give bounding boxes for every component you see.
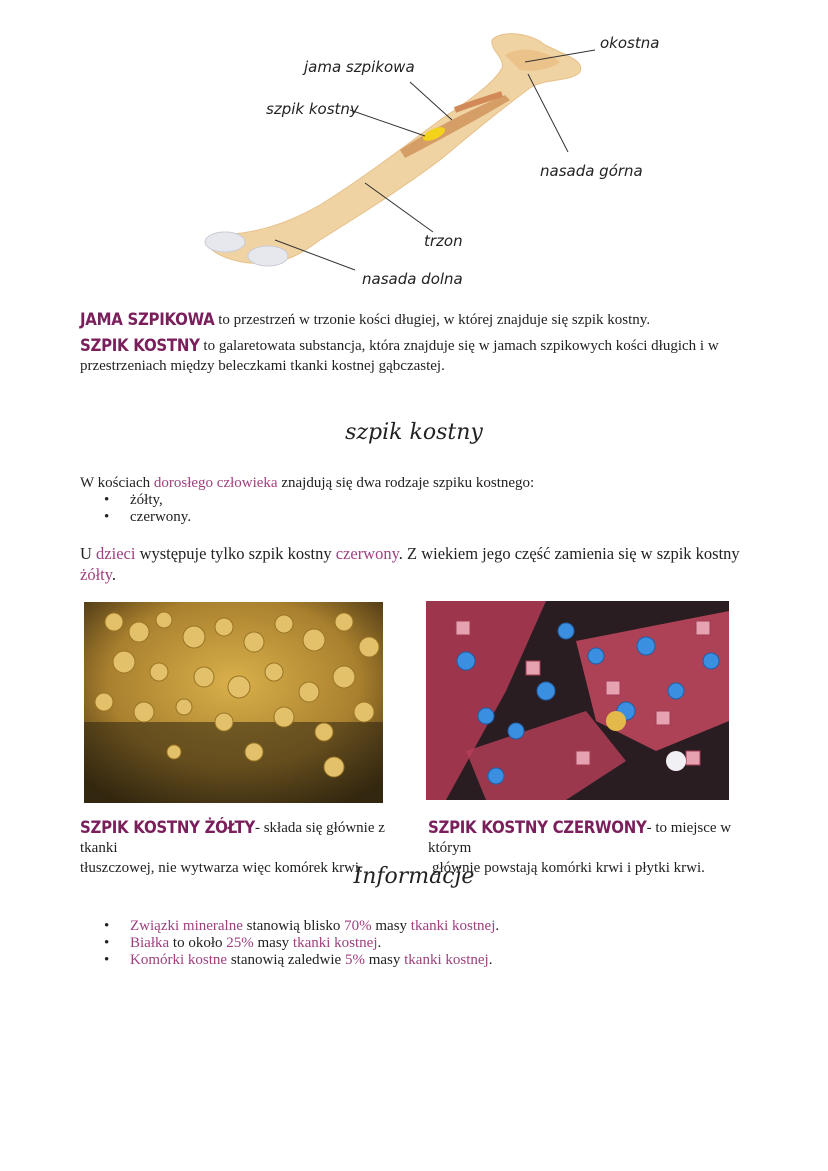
intro-text-2: znajdują się dwa rodzaje szpiku kostnego: <box>277 475 535 491</box>
children-accent-2: czerwony <box>335 544 399 563</box>
children-text-3: . Z wiekiem jego część zamienia się w szpik kostny <box>398 544 740 563</box>
info-accent: 5% <box>344 952 365 968</box>
term-red-marrow: SZPIK KOSTNY CZERWONY <box>428 816 647 838</box>
leader-jama <box>410 82 452 120</box>
info-text: masy <box>371 918 411 934</box>
info-accent: Białka <box>130 935 170 951</box>
definition-szpik-text-1: to galaretowata substancja, która znajduje się w jamach szpikowych kości długich i w <box>199 338 719 354</box>
red-marrow-image <box>426 601 729 800</box>
definition-jama-text: to przestrzeń w trzonie kości długiej, w której znajduje się szpik kostny. <box>214 312 651 328</box>
label-okostna: okostna <box>600 34 660 52</box>
caption-yellow-text-1: - składa się głównie z tkanki <box>80 820 385 856</box>
cartilage-2 <box>248 246 288 266</box>
list-item: • czerwony. <box>80 509 380 526</box>
heading-informacje: Informacje <box>353 864 475 889</box>
info-text: masy <box>364 952 405 968</box>
caption-red-text-1: - to miejsce w którym <box>428 820 732 856</box>
term-yellow-marrow: SZPIK KOSTNY ŻÓŁTY <box>80 816 255 838</box>
marrow-cavity <box>400 95 510 158</box>
definition-jama <box>80 309 760 330</box>
children-text-1: U <box>80 544 97 563</box>
info-accent: 25% <box>226 935 254 951</box>
intro-text-1: W kościach <box>80 475 154 491</box>
definition-szpik <box>80 335 780 376</box>
info-text: . <box>488 952 493 968</box>
info-text: stanowią blisko <box>242 918 345 934</box>
caption-yellow-text-2: tłuszczowej, nie wytwarza więc komórek krwi. <box>80 860 363 876</box>
label-trzon: trzon <box>424 232 463 250</box>
info-accent: 70% <box>344 918 372 934</box>
info-accent: tkanki kostnej <box>410 918 496 934</box>
label-szpik-kostny: szpik kostny <box>266 100 359 118</box>
term-jama-szpikowa: JAMA SZPIKOWA <box>80 308 215 330</box>
children-text-4: . <box>111 565 117 584</box>
label-nasada-dolna: nasada dolna <box>362 270 463 288</box>
info-accent: Związki mineralne <box>130 918 243 934</box>
info-accent: tkanki kostnej <box>404 952 489 968</box>
bone-diagram <box>0 0 828 300</box>
children-paragraph <box>80 543 770 585</box>
list-item: • żółty, <box>80 492 380 509</box>
label-jama-szpikowa: jama szpikowa <box>304 58 415 76</box>
bone-illustration <box>0 0 828 300</box>
info-accent: tkanki kostnej <box>292 935 378 951</box>
caption-red-text-2: głównie powstają komórki krwi i płytki krwi. <box>432 860 705 876</box>
info-text: to około <box>169 935 227 951</box>
children-accent-3: żółty <box>80 565 112 584</box>
yellow-marrow-photo <box>84 602 383 803</box>
marrow-type-list <box>80 492 380 526</box>
leader-nasada-gorna <box>528 74 568 152</box>
info-accent: Komórki kostne <box>130 952 228 968</box>
definition-szpik-text-2: przestrzeniach między beleczkami tkanki kostnej gąbczastej. <box>80 358 445 374</box>
children-text-2: występuje tylko szpik kostny <box>135 544 336 563</box>
info-text: stanowią zaledwie <box>227 952 345 968</box>
info-text: masy <box>253 935 293 951</box>
children-accent-1: dzieci <box>96 544 136 563</box>
red-marrow-photo <box>426 601 729 800</box>
list-item <box>80 935 780 952</box>
leader-szpik <box>350 110 425 136</box>
list-item <box>80 918 780 935</box>
intro-paragraph <box>80 473 780 493</box>
leader-trzon <box>365 183 433 232</box>
info-list <box>80 918 780 969</box>
yellow-marrow-image <box>84 602 383 803</box>
list-item <box>80 952 780 969</box>
info-text: . <box>495 918 500 934</box>
cartilage-1 <box>205 232 245 252</box>
term-szpik-kostny: SZPIK KOSTNY <box>80 334 200 356</box>
info-text: . <box>377 935 382 951</box>
heading-szpik-kostny: szpik kostny <box>345 420 483 445</box>
intro-accent: dorosłego człowieka <box>153 475 278 491</box>
label-nasada-gorna: nasada górna <box>540 162 643 180</box>
